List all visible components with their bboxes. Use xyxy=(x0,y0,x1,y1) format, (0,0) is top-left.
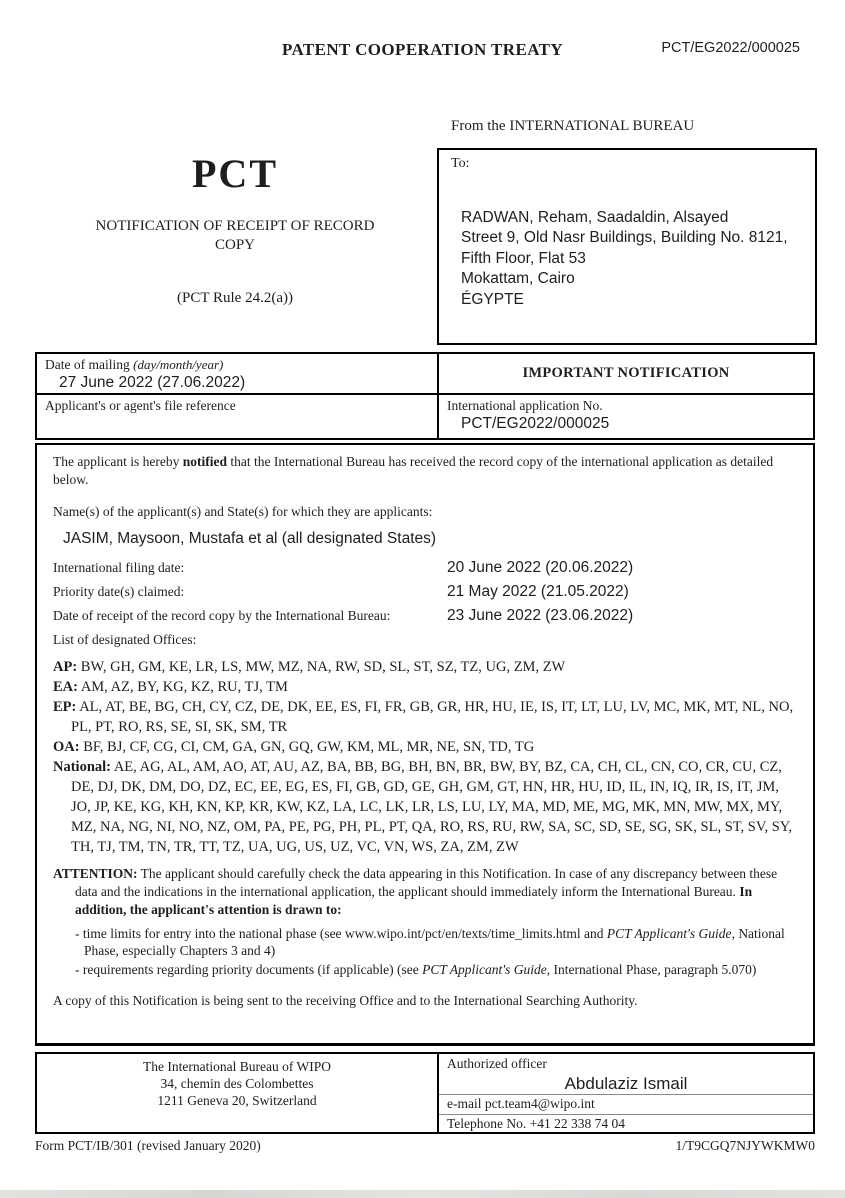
officer-telephone: Telephone No. +41 22 338 74 04 xyxy=(439,1114,813,1134)
to-label: To: xyxy=(451,156,470,171)
date-of-mailing-cell xyxy=(37,354,437,393)
recipient-box xyxy=(437,148,817,345)
offices-line-ea xyxy=(53,677,797,697)
application-number-cell xyxy=(437,393,813,438)
office-list: AM, AZ, BY, KG, KZ, RU, TJ, TM xyxy=(80,679,288,695)
date-fields xyxy=(53,559,797,625)
office-list: BW, GH, GM, KE, LR, LS, MW, MZ, NA, RW, SD, SL, ST, SZ, TZ, UG, ZM, ZW xyxy=(80,659,566,675)
mailing-info-table xyxy=(35,352,815,440)
important-notification: IMPORTANT NOTIFICATION xyxy=(437,354,813,393)
date-format-note: (day/month/year) xyxy=(133,357,224,372)
office-code: EA: xyxy=(53,679,78,695)
filing-date-row xyxy=(53,559,797,577)
notified-paragraph: The applicant is hereby notified that the International Bureau has received the record copy of the international application as detailed below. xyxy=(53,454,774,487)
address-line: Mokattam, Cairo xyxy=(461,270,575,288)
offices-line-national xyxy=(53,757,797,857)
recipient-address xyxy=(461,208,803,310)
form-id: Form PCT/IB/301 (revised January 2020) xyxy=(35,1138,261,1153)
office-code: OA: xyxy=(53,739,80,755)
field-label: International filing date: xyxy=(53,560,185,575)
authorized-officer-cell xyxy=(437,1054,813,1134)
office-list: AE, AG, AL, AM, AO, AT, AU, AZ, BA, BB, BG, BH, BN, BR, BW, BY, BZ, CA, CH, CL, CN, CO, CR, CU, CZ, DE, DJ, DK, DM, DO, DZ, EC, EE, EG, ES, FI, GB, GD, GE, GH, GM, GT, HN, HR, HU, ID, IL, IN, IQ, IR, IS, IT, JM, JO, JP, KE, KG, KH, KN, KP, KR, KW, KZ, LA, LC, LK, LR, LS, LU, LY, MA, MD, ME, MG, MK, MN, MW, MX, MY, MZ, NA, NG, NI, NO, NZ, OM, PA, PE, PG, PH, PL, PT, QA, RO, RS, RU, RW, SA, SC, SD, SE, SG, SK, SL, ST, SV, SY, TH, TJ, TM, TN, TR, TT, TZ, UA, UG, US, UZ, VC, VN, WS, ZA, ZM, ZW xyxy=(71,759,792,855)
field-label: Date of receipt of the record copy by the International Bureau: xyxy=(53,608,391,623)
office-list: BF, BJ, CF, CG, CI, CM, GA, GN, GQ, GW, KM, ML, MR, NE, SN, TD, TG xyxy=(83,739,535,755)
applicant-names-label: Name(s) of the applicant(s) and State(s) for which they are applicants: xyxy=(53,504,433,519)
designated-offices-label: List of designated Offices: xyxy=(53,632,197,647)
office-code: EP: xyxy=(53,699,77,715)
applicant-names-value: JASIM, Maysoon, Mustafa et al (all designated States) xyxy=(63,530,437,547)
treaty-title: PATENT COOPERATION TREATY xyxy=(281,40,564,59)
application-number-header: PCT/EG2022/000025 xyxy=(661,40,800,56)
office-code: National: xyxy=(53,759,111,775)
office-list: AL, AT, BE, BG, CH, CY, CZ, DE, DK, EE, ES, FI, FR, GB, GR, HR, HU, IE, IS, IT, LT, LU, LV, MC, MK, MT, NL, NO, PL, PT, RO, RS, SE, SI, SK, SM, TR xyxy=(71,699,794,735)
file-reference-cell xyxy=(37,393,437,438)
form-title-block xyxy=(35,150,435,307)
date-of-mailing-value: 27 June 2022 (27.06.2022) xyxy=(59,374,246,391)
bullet-time-limits: - time limits for entry into the national phase (see www.wipo.int/pct/en/texts/time_limits.html and PCT Applicant's Guide, National Phase, especially Chapters 3 and 4) xyxy=(75,926,785,958)
attention-bullets xyxy=(75,925,797,978)
scan-edge-artifact xyxy=(0,1190,845,1198)
doc-code: 1/T9CGQ7NJYWKMW0 xyxy=(675,1138,815,1153)
offices-line-ap xyxy=(53,657,797,677)
priority-date-row xyxy=(53,583,797,601)
from-international-bureau: From the INTERNATIONAL BUREAU xyxy=(451,118,695,134)
authorized-officer-label: Authorized officer xyxy=(447,1056,547,1071)
field-value: 23 June 2022 (23.06.2022) xyxy=(447,607,634,624)
notification-body-box xyxy=(35,443,815,1046)
bureau-address xyxy=(37,1054,437,1134)
field-value: 20 June 2022 (20.06.2022) xyxy=(447,559,634,576)
form-identification-line xyxy=(35,1138,815,1154)
bureau-line: The International Bureau of WIPO xyxy=(143,1059,331,1074)
date-of-mailing-label: Date of mailing (day/month/year) xyxy=(45,357,224,372)
officer-email: e-mail pct.team4@wipo.int xyxy=(439,1094,813,1114)
address-line: ÉGYPTE xyxy=(461,290,524,308)
field-label: Priority date(s) claimed: xyxy=(53,584,185,599)
designated-offices-list xyxy=(53,657,797,857)
bullet-priority-documents: - requirements regarding priority documents (if applicable) (see PCT Applicant's Guide, International Phase, paragraph 5.070) xyxy=(75,962,757,977)
field-value: 21 May 2022 (21.05.2022) xyxy=(447,583,629,600)
notification-title: NOTIFICATION OF RECEIPT OF RECORD COPY xyxy=(95,218,375,253)
offices-line-ep xyxy=(53,697,797,737)
offices-line-oa xyxy=(53,737,797,757)
bureau-line: 34, chemin des Colombettes xyxy=(160,1076,314,1091)
address-line: Street 9, Old Nasr Buildings, Building No. 8121, Fifth Floor, Flat 53 xyxy=(461,229,788,267)
pct-rule: (PCT Rule 24.2(a)) xyxy=(177,289,293,306)
footer-table xyxy=(35,1052,815,1134)
file-reference-label: Applicant's or agent's file reference xyxy=(45,398,236,413)
attention-paragraph: ATTENTION: The applicant should carefully check the data appearing in this Notification. In case of any discrepancy between these data and the indications in the international application, the applicant should immediately inform the International Bureau. In addition, the applicant's attention is drawn to: xyxy=(53,866,778,917)
application-no-value: PCT/EG2022/000025 xyxy=(461,415,610,432)
address-line: RADWAN, Reham, Saadaldin, Alsayed xyxy=(461,209,729,226)
bureau-line: 1211 Geneva 20, Switzerland xyxy=(157,1093,317,1108)
office-code: AP: xyxy=(53,659,78,675)
authorized-officer-name: Abdulaziz Ismail xyxy=(564,1074,688,1093)
receipt-date-row xyxy=(53,607,797,625)
copy-note: A copy of this Notification is being sent to the receiving Office and to the International Searching Authority. xyxy=(53,993,638,1008)
attention-label: ATTENTION: xyxy=(53,866,138,881)
application-no-label: International application No. xyxy=(447,398,603,413)
pct-logo-title: PCT xyxy=(192,151,278,196)
